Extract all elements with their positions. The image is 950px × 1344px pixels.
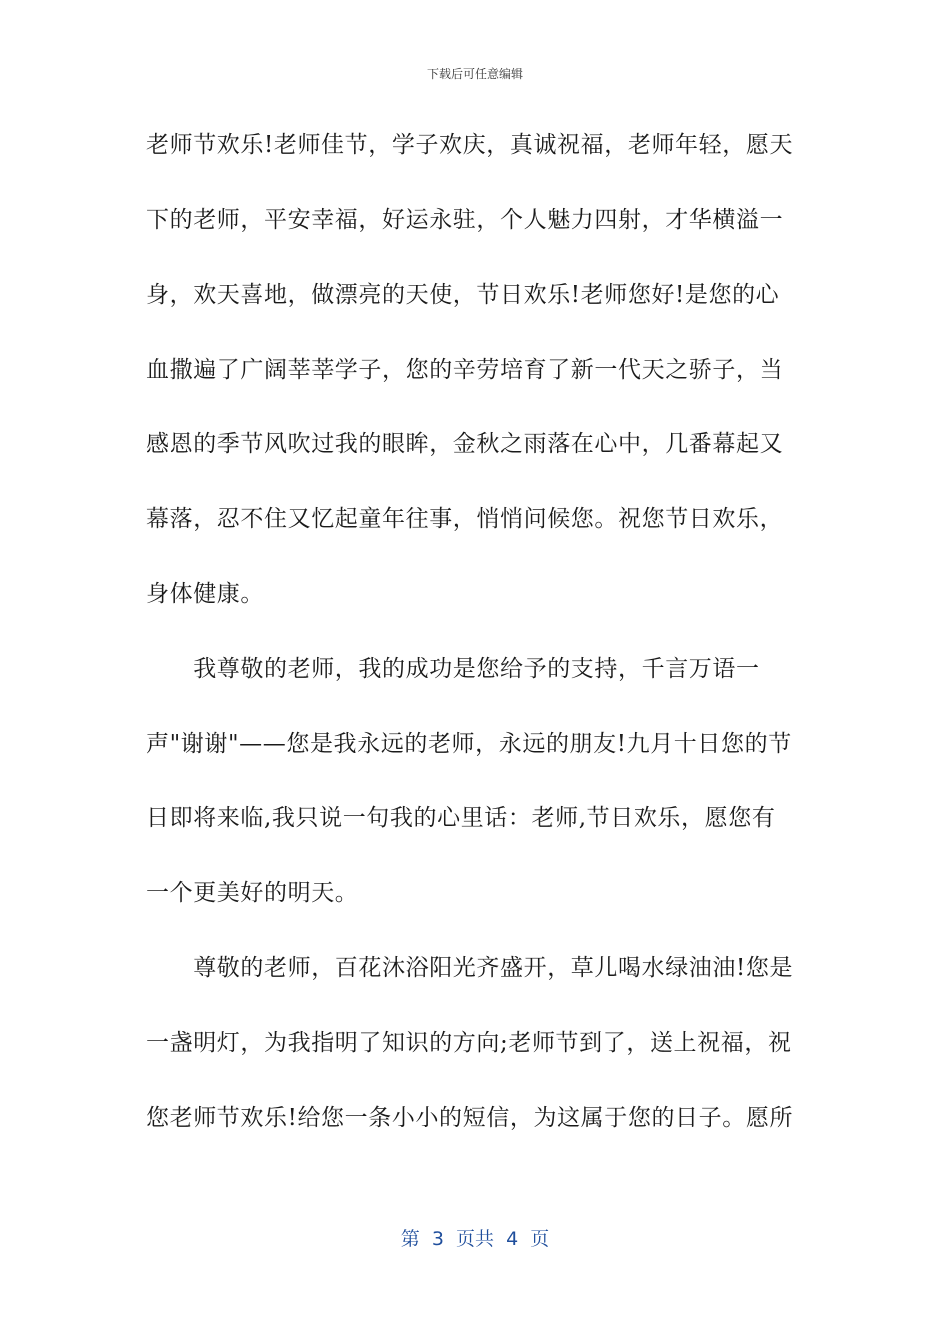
text-line: 血撒遍了广阔莘莘学子，您的辛劳培育了新一代天之骄子，当 — [146, 357, 784, 383]
text-line: 日即将来临,我只说一句我的心里话：老师,节日欢乐，愿您有 — [146, 805, 776, 831]
text-line: 身，欢天喜地，做漂亮的天使，节日欢乐!老师您好!是您的心 — [146, 282, 780, 308]
page-header: 下载后可任意编辑 — [426, 67, 523, 81]
text-line: 身体健康。 — [146, 581, 264, 607]
text-line: 尊敬的老师，百花沐浴阳光齐盛开，草儿喝水绿油油!您是 — [146, 955, 794, 981]
text-line: 老师节欢乐!老师佳节，学子欢庆，真诚祝福，老师年轻，愿天 — [146, 132, 794, 158]
text-line: 幕落，忍不住又忆起童年往事，悄悄问候您。祝您节日欢乐， — [146, 506, 784, 532]
text-line: 您老师节欢乐!给您一条小小的短信，为这属于您的日子。愿所 — [146, 1105, 794, 1131]
text-line: 一个更美好的明天。 — [146, 880, 359, 906]
page-number-footer: 第 3 页共 4 页 — [400, 1228, 550, 1250]
text-line: 感恩的季节风吹过我的眼眸，金秋之雨落在心中，几番幕起又 — [146, 431, 784, 457]
text-line: 我尊敬的老师，我的成功是您给予的支持，千言万语一 — [146, 656, 760, 682]
text-line: 一盏明灯，为我指明了知识的方向;老师节到了，送上祝福，祝 — [146, 1030, 792, 1056]
text-line: 声"谢谢"——您是我永远的老师，永远的朋友!九月十日您的节 — [146, 731, 792, 757]
text-line: 下的老师，平安幸福，好运永驻，个人魅力四射，才华横溢一 — [146, 207, 784, 233]
